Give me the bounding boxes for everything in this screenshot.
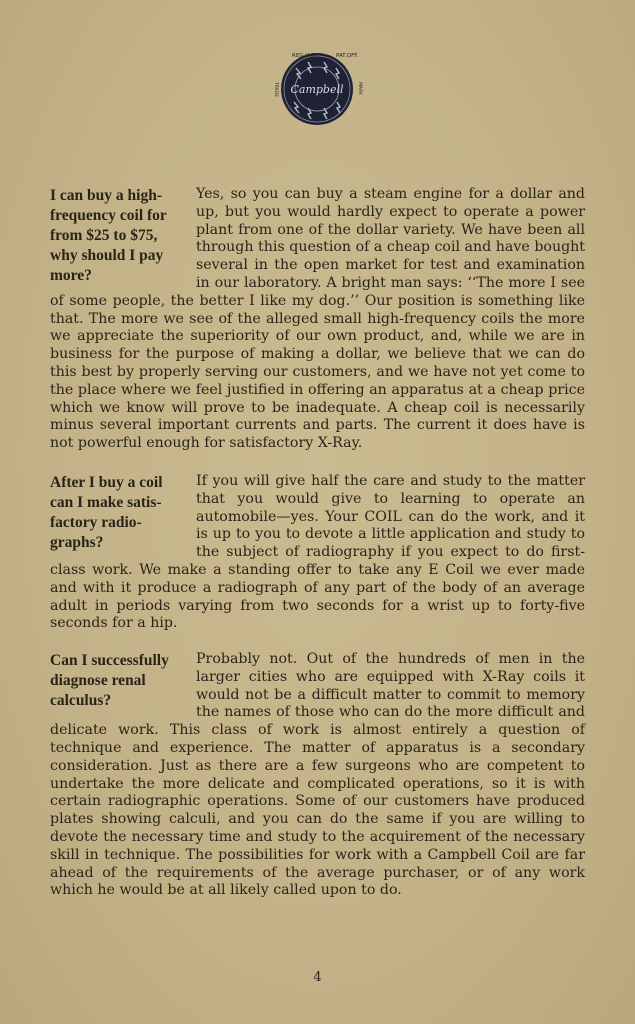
faq-answer: Yes, so you can buy a steam engine for a dollar and up, but you would hardly expect to operate a power plant from one of the dollar variety. We have been all through this question of a cheap coil and have bought several in the open market for test and examination in our laboratory. A bright man says: ‘‘The more I see of some people, the better I like my dog.’’ Our position is something like that. The more we see of the alleged small high-frequency coils the more we appreciate the superiority of our own product, and, while we are in business for the purpose of making a dollar, we believe that we can do this best by properly serving our customers, and we have not yet come to the place where we feel justified in offering an apparatus at a cheap price which we know will prove to be inadequate. A cheap coil is necessarily minus several important currents and parts. The current it does have is not powerful enough for satisfactory X-Ray. [50,186,585,452]
page-number: 4 [313,970,322,985]
svg-text:Campbell: Campbell [290,83,344,96]
faq-answer: Probably not. Out of the hundreds of men in the larger cities who are equipped with X-Ray coils it would not be a difficult matter to commit to memory the names of those who can do the more difficult and delicate work. This class of work is almost entirely a question of technique and experience. The matter of apparatus is a secondary consideration. Just as there are a few surgeons who are competent to undertake the more delicate and complicated operations, so it is with certain radiographic operations. Some of our customers have produced plates showing calculi, and you can do the same if you are willing to devote the necessary time and study to the acquirement of the necessary skill in technique. The possibilities for work with a Campbell Coil are far ahead of the requirements of the average purchaser, or of any work which he would be at all likely called upon to do. [50,651,585,899]
svg-text:PAT.OFF.: PAT.OFF. [336,53,359,59]
faq-section-radiographs [50,473,585,633]
faq-question: Can I successfully diagnose renal calculus? [50,652,169,709]
faq-question: I can buy a high- frequency coil for from $25 to $75, why should I pay more? [50,187,167,284]
svg-text:MARK: MARK [357,82,362,96]
faq-section-renal-calculus [50,651,585,900]
faq-section-cheap-coil [50,186,585,453]
svg-text:REG.U.S.: REG.U.S. [292,53,317,59]
svg-text:TRADE: TRADE [273,82,278,98]
faq-question: After I buy a coil can I make satis- factory radio- graphs? [50,474,163,551]
trademark-seal-icon [262,46,372,128]
faq-answer: If you will give half the care and study to the matter that you would give to learning to operate an automobile—yes. Your COIL can do the work, and it is up to you to devote a little application and study to the subject of radiography if you expect to do first-class work. We make a standing offer to take any E Coil we ever made and with it produce a radiograph of any part of the body of an average adult in periods varying from two seconds for a wrist up to forty-five seconds for a hip. [50,473,585,632]
campbell-trademark-logo [262,46,372,128]
